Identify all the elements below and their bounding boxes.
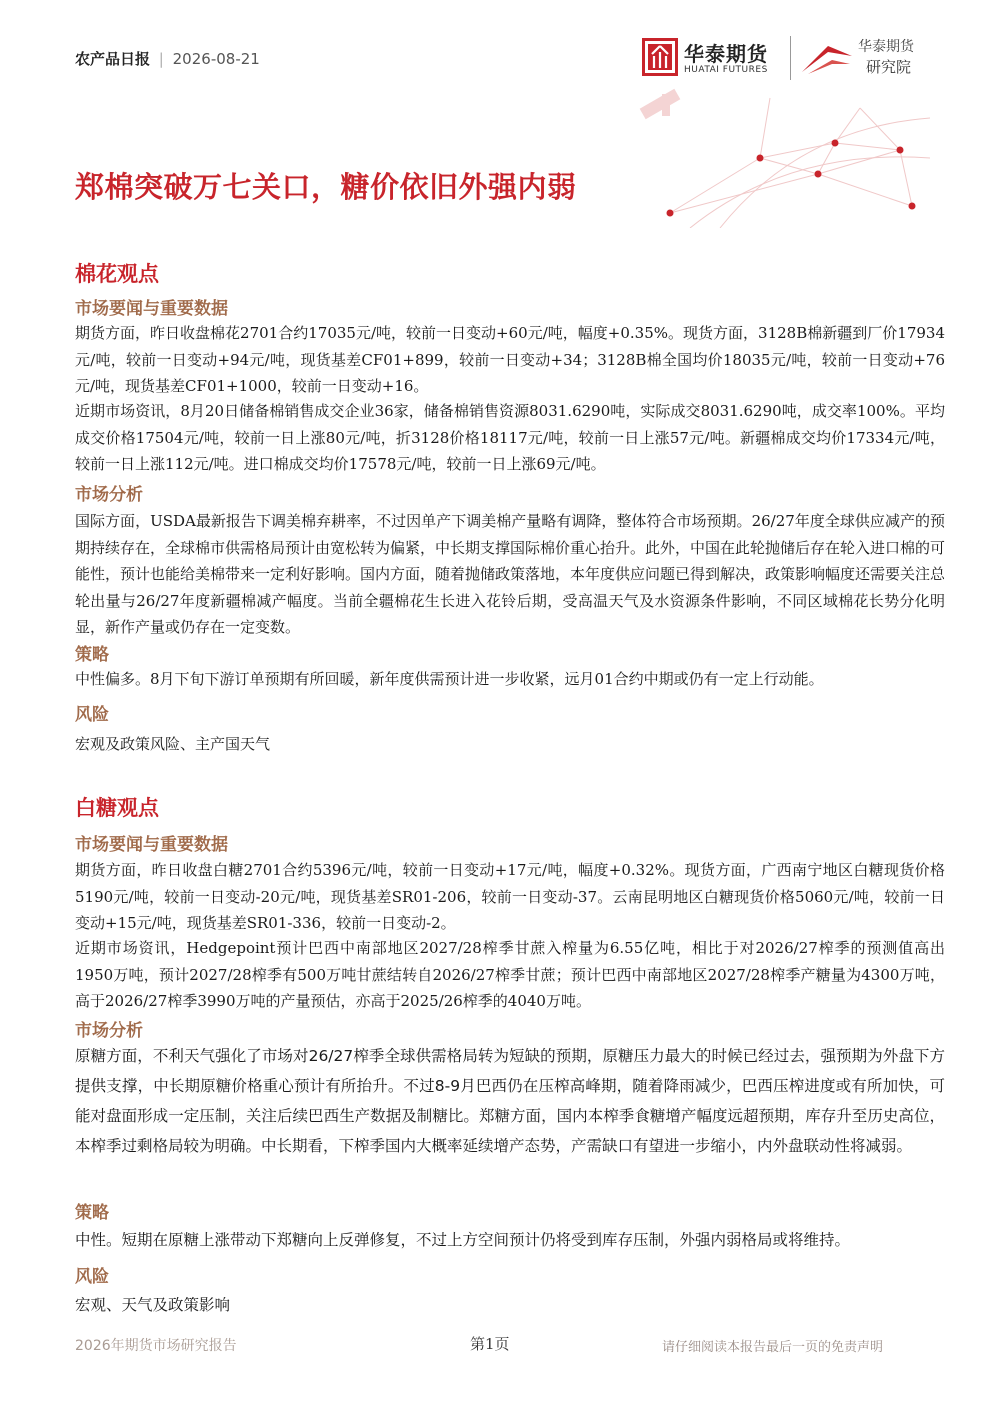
huatai-logo [642,38,792,80]
institute-name-line1: 华泰期货 [858,39,914,55]
cotton-analysis-heading: 市场分析 [75,485,143,505]
sugar-strategy-paragraph: 中性。短期在原糖上涨带动下郑糖向上反弹修复，不过上方空间预计仍将受到库存压制，外强内弱格局或将维持。 [75,1231,851,1249]
sugar-heading: 白糖观点 [75,796,159,820]
sugar-news-paragraph-1: 期货方面，昨日收盘白糖2701合约5396元/吨，较前一日变动+17元/吨，幅度+0.32%。现货方面，广西南宁地区白糖现货价格5190元/吨，较前一日变动-20元/吨，现货基差SR01-206，较前一日变动-37。云南昆明地区白糖现货价格5060元/吨，较前一日变动+15元/吨，现货基差SR01-336，较前一日变动-2。 [75,861,945,932]
report-header [75,48,260,69]
cotton-news-paragraph-2: 近期市场资讯，8月20日储备棉销售成交企业36家，储备棉销售资源8031.6290吨，实际成交8031.6290吨，成交率100%。平均成交价格17504元/吨，较前一日上涨80元/吨，折3128价格18117元/吨，较前一日上涨57元/吨。新疆棉成交均价17334元/吨，较前一日上涨112元/吨。进口棉成交均价17578元/吨，较前一日上涨69元/吨。 [75,402,945,473]
cotton-analysis-paragraph: 国际方面，USDA最新报告下调美棉弃耕率，不过因单产下调美棉产量略有调降，整体符合市场预期。26/27年度全球供应减产的预期持续存在，全球棉市供需格局预计由宽松转为偏紧，中长期支撑国际棉价重心抬升。此外，中国在此轮抛储后存在轮入进口棉的可能性，预计也能给美棉带来一定利好影响。国内方面，随着抛储政策落地，本年度供应问题已得到解决，政策影响幅度还需要关注总轮出量与26/27年度新疆棉减产幅度。当前全疆棉花生长进入花铃后期，受高温天气及水资源条件影响，不同区域棉花长势分化明显，新作产量或仍存在一定变数。 [75,512,946,636]
sugar-risk-paragraph: 宏观、天气及政策影响 [75,1296,231,1314]
sugar-analysis-heading: 市场分析 [75,1021,143,1041]
sugar-news-heading: 市场要闻与重要数据 [75,835,228,855]
cotton-strategy-paragraph: 中性偏多。8月下旬下游订单预期有所回暖，新年度供需预计进一步收紧，远月01合约中期或仍有一定上行动能。 [75,670,824,688]
cotton-news-paragraph-1: 期货方面，昨日收盘棉花2701合约17035元/吨，较前一日变动+60元/吨，幅度+0.35%。现货方面，3128B棉新疆到厂价17934元/吨，较前一日变动+94元/吨，现货基差CF01+899，较前一日变动+34；3128B棉全国均价18035元/吨，较前一日变动+76元/吨，现货基差CF01+1000，较前一日变动+16。 [75,324,945,395]
report-date: 2026-08-21 [172,50,260,68]
sugar-strategy-heading: 策略 [75,1203,109,1223]
network-decoration-icon [600,88,930,228]
cotton-strategy-heading: 策略 [75,645,109,665]
cotton-news-heading: 市场要闻与重要数据 [75,299,228,319]
header-separator: | [158,50,164,68]
sugar-news-paragraph-2: 近期市场资讯，Hedgepoint预计巴西中南部地区2027/28榨季甘蔗入榨量为6.55亿吨，相比于对2026/27榨季的预测值高出1950万吨，预计2027/28榨季有500万吨甘蔗结转自2026/27榨季甘蔗；预计巴西中南部地区2027/28榨季产糖量为4300万吨，高于2026/27榨季3990万吨的产量预估，亦高于2025/26榨季的4040万吨。 [75,939,945,1010]
huatai-logo-mark-icon [642,38,678,76]
institute-swoosh-icon [798,38,858,78]
logo-chinese-name: 华泰期货 [684,42,768,66]
report-title: 郑棉突破万七关口，糖价依旧外强内弱 [75,170,577,204]
cotton-risk-paragraph: 宏观及政策风险、主产国天气 [75,735,271,753]
footer-report-name: 2026年期货市场研究报告 [75,1338,237,1354]
sugar-analysis-paragraph: 原糖方面，不利天气强化了市场对26/27榨季全球供需格局转为短缺的预期，原糖压力最大的时候已经过去，强预期为外盘下方提供支撑，中长期原糖价格重心预计有所抬升。不过8-9月巴西仍在压榨高峰期，随着降雨减少，巴西压榨进度或有所加快，可能对盘面形成一定压制，关注后续巴西生产数据及制糖比。郑糖方面，国内本榨季食糖增产幅度远超预期，库存升至历史高位，本榨季过剩格局较为明确。中长期看，下榨季国内大概率延续增产态势，产需缺口有望进一步缩小，内外盘联动性将减弱。 [75,1047,945,1155]
cotton-risk-heading: 风险 [75,705,109,725]
report-category: 农产品日报 [75,50,151,68]
disclaimer-note: 请仔细阅读本报告最后一页的免责声明 [662,1340,884,1355]
institute-name-line2: 研究院 [866,58,912,76]
logo-english-name: HUATAI FUTURES [684,65,768,75]
header-divider [790,36,791,80]
page-number: 第1页 [470,1335,510,1353]
institute-logo [798,36,928,80]
sugar-risk-heading: 风险 [75,1267,109,1287]
cotton-heading: 棉花观点 [75,262,159,286]
